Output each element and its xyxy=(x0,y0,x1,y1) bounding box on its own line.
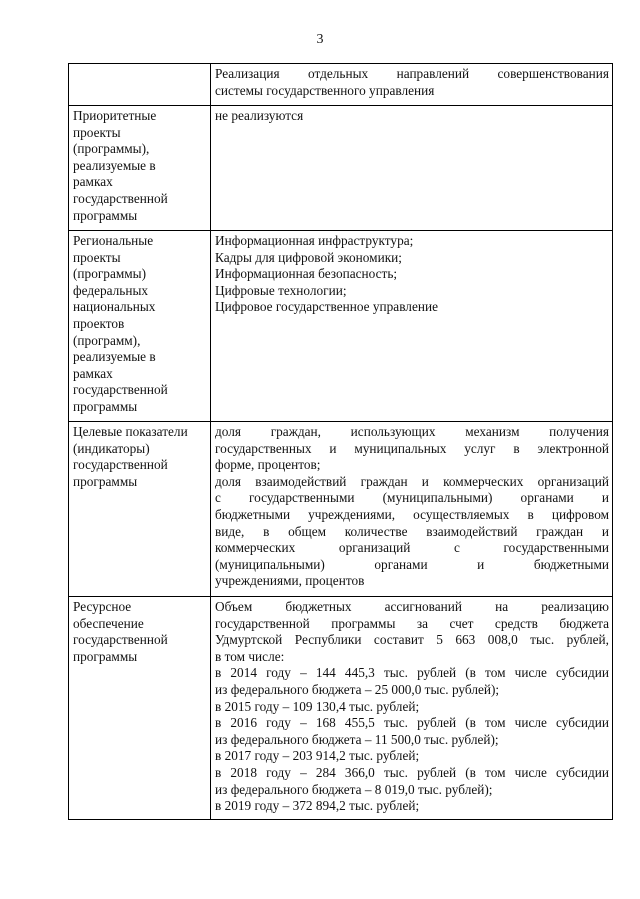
value-line: Цифровое государственное управление xyxy=(215,299,438,315)
header-value-cell xyxy=(211,64,613,106)
value-line: доля граждан, использующих механизм получения xyxy=(215,424,609,439)
table-row-header xyxy=(69,64,613,106)
value-line: (муниципальными) органами и бюджетными xyxy=(215,556,609,572)
value-cell xyxy=(211,231,613,422)
label-cell xyxy=(69,597,211,820)
table-row-target-indicators xyxy=(69,422,613,597)
value-line: с государственными (муниципальными) органами и xyxy=(215,490,609,506)
value-line: виде, в общем количестве взаимодействий граждан и xyxy=(215,523,609,539)
value-line: Реализация отдельных направлений совершенствования xyxy=(215,66,609,81)
row-label: Целевые показатели (индикаторы) государственной программы xyxy=(73,424,188,489)
value-line: коммерческих организаций с государственными xyxy=(215,540,609,556)
table-row-priority-projects xyxy=(69,106,613,231)
value-line: в 2016 году – 168 455,5 тыс. рублей (в том числе субсидии xyxy=(215,715,609,731)
value-line: государственной программы за счет средств бюджета xyxy=(215,615,609,631)
value-line: из федерального бюджета – 25 000,0 тыс. рублей); xyxy=(215,681,500,697)
value-line: Удмуртской Республики составит 5 663 008,0 тыс. рублей, xyxy=(215,632,609,648)
value-cell xyxy=(211,422,613,597)
value-line: Цифровые технологии; xyxy=(215,282,347,298)
value-line: в 2019 году – 372 894,2 тыс. рублей; xyxy=(215,798,420,814)
value-cell xyxy=(211,597,613,820)
label-cell xyxy=(69,231,211,422)
row-label: Приоритетные проекты (программы), реализуемые в рамках государственной программы xyxy=(73,108,168,223)
value-line: в 2018 году – 284 366,0 тыс. рублей (в том числе субсидии xyxy=(215,764,609,780)
value-line: Объем бюджетных ассигнований на реализацию xyxy=(215,599,609,614)
label-cell xyxy=(69,106,211,231)
value-line: из федерального бюджета – 8 019,0 тыс. рублей); xyxy=(215,781,493,797)
value-line: в 2014 году – 144 445,3 тыс. рублей (в том числе субсидии xyxy=(215,665,609,681)
value-line: форме, процентов; xyxy=(215,457,321,473)
value-cell xyxy=(211,106,613,231)
value-line: бюджетными учреждениями, осуществляемых в цифровом xyxy=(215,506,609,522)
page-number: 3 xyxy=(316,32,324,47)
value-line: государственных и муниципальных услуг в электронной xyxy=(215,440,609,456)
value-line: системы государственного управления xyxy=(215,82,435,98)
table-row-resource-provision xyxy=(69,597,613,820)
value-line: из федерального бюджета – 11 500,0 тыс. рублей); xyxy=(215,731,499,747)
value-line: Информационная инфраструктура; xyxy=(215,233,414,248)
row-label: Ресурсное обеспечение государственной программы xyxy=(73,599,168,664)
value-line: не реализуются xyxy=(215,108,304,123)
value-line: Кадры для цифровой экономики; xyxy=(215,249,402,265)
passport-table xyxy=(68,63,613,820)
header-label-cell xyxy=(69,64,211,106)
label-cell xyxy=(69,422,211,597)
value-line: учреждениями, процентов xyxy=(215,573,365,589)
table-row-regional-projects xyxy=(69,231,613,422)
value-line: в 2015 году – 109 130,4 тыс. рублей; xyxy=(215,698,420,714)
row-label: Региональные проекты (программы) федеральных национальных проектов (программ), реализуемые в рамках государственной программы xyxy=(73,233,168,414)
value-line: доля взаимодействий граждан и коммерческих организаций xyxy=(215,473,609,489)
value-line: в том числе: xyxy=(215,648,285,664)
value-line: Информационная безопасность; xyxy=(215,266,398,282)
value-line: в 2017 году – 203 914,2 тыс. рублей; xyxy=(215,748,420,764)
